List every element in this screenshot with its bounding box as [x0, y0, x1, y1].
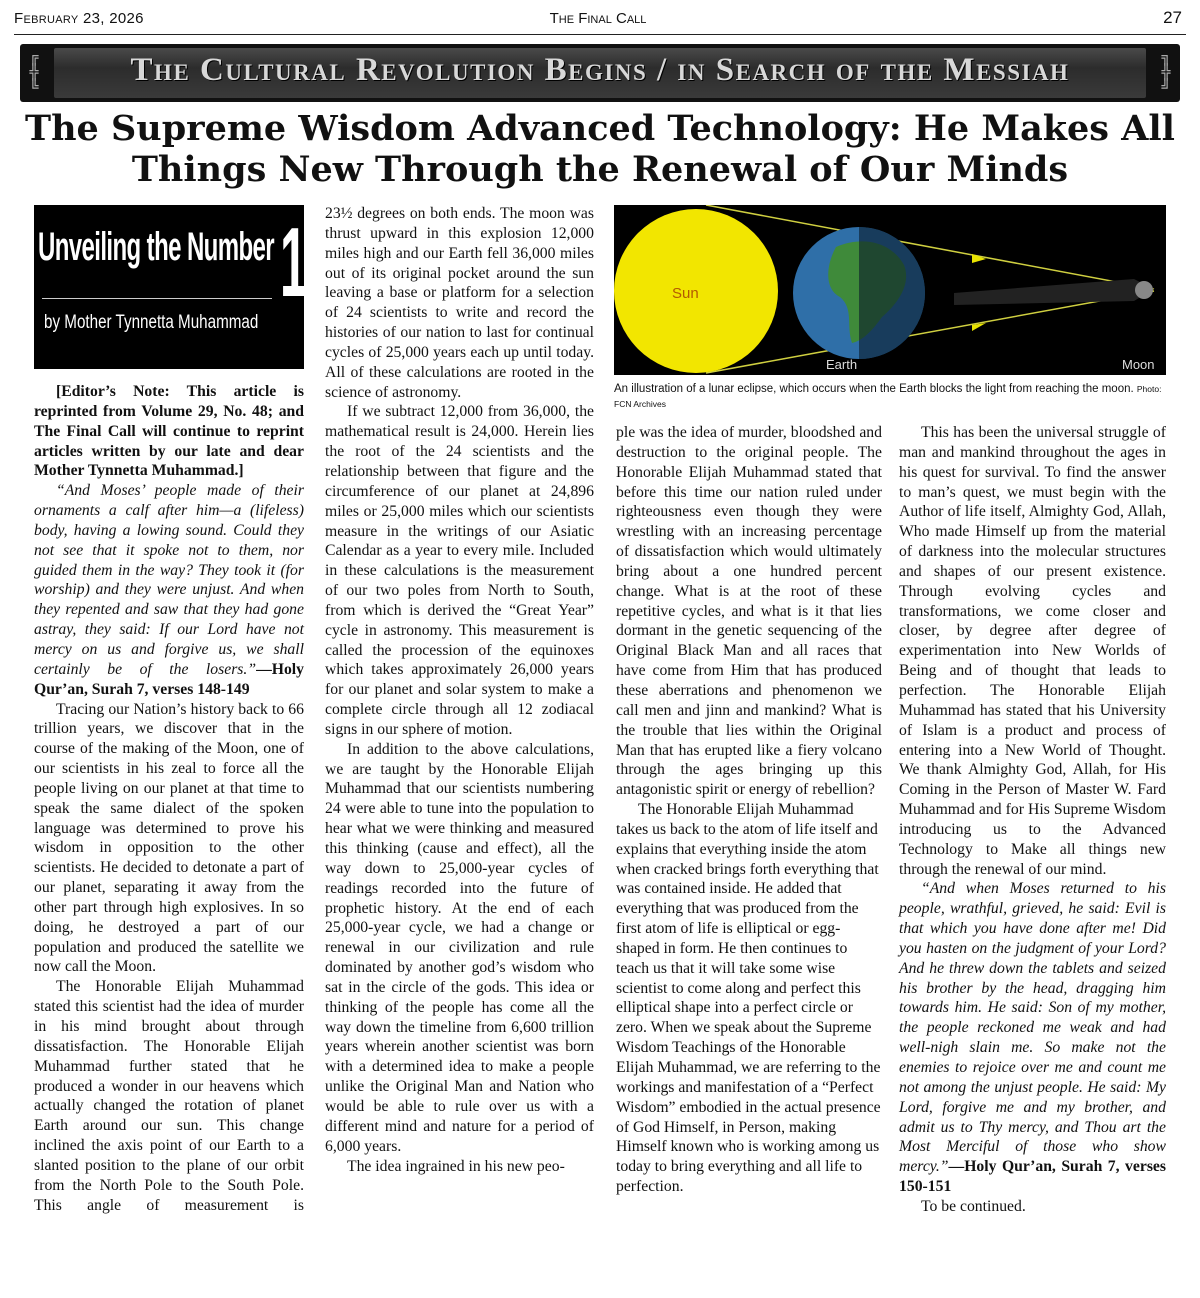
banner-title: The Cultural Revolution Begins / in Search of the Messiah [130, 52, 1070, 88]
body-paragraph: ple was the idea of murder, bloodshed and destruction to the original people. The Honorable Elijah Muhammad stated that before this time our nation ruled under righteousness even though they were wrestling with an increasing percentage of dissatisfaction which would ultimately bring about a one hundred percent change. What is at the root of these repetitive cycles, and what is it that lies dormant in the genetic sequencing of the Original Black Man and all races that have come from Him that has produced these aberrations and phenomenon we call men and jinn and mankind? What is the trouble that lies within the Original Man that has erupted like a fiery volcano through the ages bringing up this antagonistic spirit or energy of rebellion? [616, 424, 882, 799]
greek-key-ornament-right: ╗ ╬ ╝ [1161, 48, 1171, 96]
section-banner [20, 44, 1180, 102]
folio-rule [14, 34, 1186, 35]
column-4 [899, 423, 1166, 1217]
body-paragraph: The Honorable Elijah Muhammad takes us back to the atom of life itself and explains that everything inside the atom when cracked brings forth everything that was contained inside. He added that everything that was produced from the first atom of life is elliptical or egg-shaped in form. He then continues to teach us that it will take some wise scientist to come along and perfect this elliptical shape into a perfect circle or zero. When we speak about the Supreme Wisdom Teachings of the Honorable Elijah Muhammad, we are referring to the workings and manifestation of a “Perfect Wisdom” embodied in the actual presence of God Himself, in Person, making Himself known who is working among us today to bring everything and all life to perfection. [616, 801, 881, 1196]
column-2 [325, 204, 594, 1176]
body-paragraph: In addition to the above calculations, we are taught by the Honorable Elijah Muhammad that our scientists numbering 24 were able to tune into the population to hear what we were thinking and measured this thinking (cause and effect), all the way down to 25,000-year cycles of readings recorded into the future of prophetic history. At the end of each 25,000-year cycle, we had a change or renewal in our civilization and rule dominated by another god’s wisdom who sat in the circle of the gods. This idea or thinking of the people has come all the way down the timeline from 6,600 trillion years wherein another scientist was born with a determined idea to make a people unlike the Original Man and Nation who would be able to rule over us with a different mind and nature for a period of 6,000 years. [325, 740, 594, 1155]
arrow-top [972, 254, 986, 263]
column-3 [616, 423, 882, 1197]
column-1 [34, 382, 304, 1215]
body-paragraph: The idea ingrained in his new peo- [347, 1157, 565, 1175]
moon-label: Moon [1122, 357, 1155, 372]
column-logo-number: 19 [280, 207, 331, 317]
shadow-cone [954, 279, 1154, 305]
headline: The Supreme Wisdom Advanced Technology: He Makes All Things New Through the Renewal of Our Minds [25, 108, 1175, 190]
quote-2-text: “And when Moses returned to his people, wrathful, grieved, he said: Evil is that which you have done after me! Did you hasten on the judgment of your Lord? And he threw down the tablets and seized his brother by the head, dragging him towards him. He said: Son of my mother, the people reckoned me weak and had well-nigh slain me. So make not the enemies to rejoice over me and count me not among the unjust people. He said: My Lord, forgive me and my brother, and admit us to Thy mercy, and Thou art the Most Merciful of those who show mercy.” [899, 880, 1166, 1176]
caption-text: An illustration of a lunar eclipse, which occurs when the Earth blocks the light from reaching the moon. [614, 383, 1134, 395]
body-paragraph: This has been the universal struggle of man and mankind throughout the ages in his quest for survival. To find the answer to man’s quest, we must begin with the Author of life itself, Almighty God, Allah, Who made Himself up from the material of darkness into the molecular structures and shapes of our present existence. Through evolving cycles and transformations, we come closer and closer, by degree after degree of experimentation into New Worlds of Being and of thought that leads to perfection. The Honorable Elijah Muhammad has stated that his University of Islam is a product and process of entering into a New World of Thought. We thank Almighty God, Allah, for His Coming in the Person of Master W. Fard Muhammad and for His Supreme Wisdom introducing us to the Advanced Technology to Make all things new through the renewal of our mind. [899, 424, 1166, 878]
quote-1-citation: —Holy Qur’an, Surah 7, verses 148-149 [34, 660, 304, 698]
moon-disc [1135, 281, 1153, 299]
greek-key-ornament-left: ╔ ╬ ╚ [29, 48, 39, 96]
closing-line: To be continued. [921, 1197, 1026, 1215]
eclipse-photo [614, 205, 1166, 375]
page-number: 27 [1163, 8, 1182, 27]
earth-night-side [859, 227, 925, 359]
quote-block-2 [899, 879, 1166, 1197]
editors-note: [Editor’s Note: This article is reprinted from Volume 29, No. 48; and The Final Call will continue to reprint articles written by our late and dear Mother Tynnetta Muhammad.] [34, 383, 304, 480]
body-paragraph: If we subtract 12,000 from 36,000, the mathematical result is 24,000. Herein lies the root of the 24 scientists and the relationship between that figure and the circumference of our planet at 24,896 miles or 25,000 miles which our scientists measure in the writings of our Asiatic Calendar as a year to every mile. Included in these calculations is the measurement of our two poles from North to South, from which is derived the “Great Year” cycle in astronomy. This measurement is called the procession of the equinoxes which takes approximately 26,000 years for our planet and solar system to make a complete circle through all 12 zodiacal signs in our sphere of motion. [325, 403, 594, 738]
column-logo-rule [42, 298, 272, 299]
column-logo-byline: by Mother Tynnetta Muhammad [44, 312, 259, 333]
quote-2-citation: —Holy Qur’an, Surah 7, verses 150-151 [899, 1158, 1166, 1196]
earth-label: Earth [826, 357, 858, 372]
quote-block-1 [34, 481, 304, 699]
photo-caption [614, 382, 1174, 412]
issue-date: February 23, 2026 [14, 10, 144, 27]
body-paragraph: Tracing our Nation’s history back to 66 trillion years, we discover that in the course of the making of the Moon, one of our scientists in his zeal to force all the people living on our planet at that time to speak the same dialect of the spoken language was determined to prove his wisdom in opposition to the other scientists. He decided to detonate a part of our planet, separating it away from the other part through high explosives. In so doing, he destroyed a part of our population and produced the satellite we now call the Moon. [34, 700, 304, 976]
body-paragraph: The Honorable Elijah Muhammad stated this scientist had the idea of murder in his mind brought about through dissatisfaction. The Honorable Elijah Muhammad further stated that he produced a wonder in our heavens which actually changed the rotation of planet Earth around our sun. This change inclined the axis point of our Earth to a slanted position to the plane of our orbit from the North Pole to the South Pole. This angle of measurement is [34, 978, 304, 1214]
folio-header [14, 6, 1182, 30]
eclipse-illustration [614, 205, 1166, 375]
photo-credit: Photo: FCN Archives [614, 384, 1162, 409]
paper-name: The Final Call [549, 10, 647, 27]
column-logo-title: Unveiling the Number [38, 225, 275, 269]
column-logo [34, 205, 331, 369]
quote-1-text: “And Moses’ people made of their ornaments a calf after him—a (lifeless) body, having a lowing sound. Could they not see that it spoke not to them, nor guided them in the way? They took it (for worship) and they were unjust. And when they repented and saw that they had gone astray, they said: If our Lord have not mercy on us and forgive us, we shall certainly be of the losers.” [34, 482, 304, 678]
body-paragraph: 23½ degrees on both ends. The moon was thrust upward in this explosion 12,000 miles high and our Earth fell 36,000 miles out of its original pocket around the sun leaving a base or platform for a selection of 24 scientists to write and record the histories of our nation to last for continual cycles of 25,000 years each up until today. All of these calculations are rooted in the science of astronomy. [325, 205, 594, 401]
sun-label: Sun [672, 285, 699, 302]
